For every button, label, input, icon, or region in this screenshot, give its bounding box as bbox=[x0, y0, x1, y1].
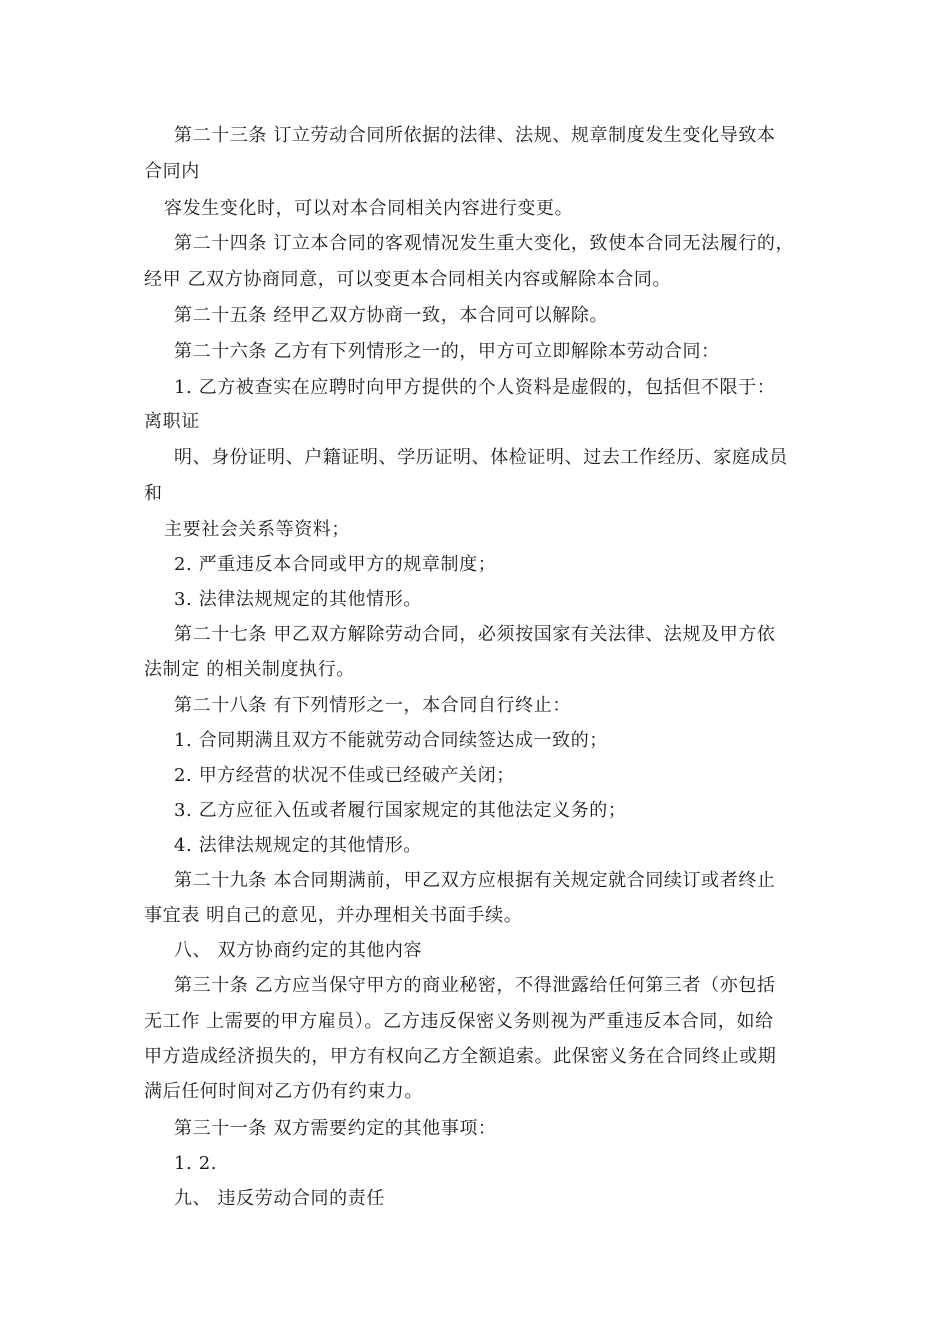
text-line: 明、身份证明、户籍证明、学历证明、体检证明、过去工作经历、家庭成员 bbox=[174, 447, 788, 468]
text-line: 第二十五条 经甲乙双方协商一致，本合同可以解除。 bbox=[174, 305, 609, 326]
section-heading: 九、 违反劳动合同的责任 bbox=[174, 1188, 385, 1209]
text-line: 第二十四条 订立本合同的客观情况发生重大变化，致使本合同无法履行的， bbox=[174, 233, 795, 254]
text-line: 主要社会关系等资料； bbox=[164, 519, 350, 540]
text-line: 离职证 bbox=[144, 411, 200, 432]
text-line: 容发生变化时，可以对本合同相关内容进行变更。 bbox=[164, 198, 574, 219]
text-line: 第二十六条 乙方有下列情形之一的，甲方可立即解除本劳动合同： bbox=[174, 341, 720, 362]
text-line: 4. 法律法规规定的其他情形。 bbox=[174, 835, 422, 856]
text-line: 2. 严重违反本合同或甲方的规章制度； bbox=[174, 554, 497, 575]
section-heading: 八、 双方协商约定的其他内容 bbox=[174, 940, 423, 961]
text-line: 1. 2. bbox=[174, 1153, 218, 1174]
text-line: 法制定 的相关制度执行。 bbox=[144, 659, 355, 680]
text-line: 无工作 上需要的甲方雇员）。乙方违反保密义务则视为严重违反本合同，如给 bbox=[144, 1011, 774, 1032]
text-line: 第二十九条 本合同期满前，甲乙双方应根据有关规定就合同续订或者终止 bbox=[174, 870, 776, 891]
text-line: 满后任何时间对乙方仍有约束力。 bbox=[144, 1081, 423, 1102]
text-line: 经甲 乙双方协商同意，可以变更本合同相关内容或解除本合同。 bbox=[144, 269, 672, 290]
text-line: 合同内 bbox=[144, 161, 200, 182]
text-line: 第三十一条 双方需要约定的其他事项： bbox=[174, 1118, 497, 1139]
text-line: 第二十八条 有下列情形之一，本合同自行终止： bbox=[174, 695, 571, 716]
text-line: 3. 乙方应征入伍或者履行国家规定的其他法定义务的； bbox=[174, 800, 627, 821]
text-line: 2. 甲方经营的状况不佳或已经破产关闭； bbox=[174, 765, 515, 786]
text-line: 1. 乙方被查实在应聘时向甲方提供的个人资料是虚假的，包括但不限于： bbox=[174, 377, 776, 398]
text-line: 事宜表 明自己的意见，并办理相关书面手续。 bbox=[144, 905, 523, 926]
text-line: 和 bbox=[144, 483, 163, 504]
text-line: 甲方造成经济损失的，甲方有权向乙方全额追索。此保密义务在合同终止或期 bbox=[144, 1046, 777, 1067]
text-line: 1. 合同期满且双方不能就劳动合同续签达成一致的； bbox=[174, 730, 608, 751]
text-line: 第三十条 乙方应当保守甲方的商业秘密，不得泄露给任何第三者（亦包括 bbox=[174, 975, 776, 996]
text-line: 第二十七条 甲乙双方解除劳动合同，必须按国家有关法律、法规及甲方依 bbox=[174, 624, 776, 645]
text-line: 3. 法律法规规定的其他情形。 bbox=[174, 589, 422, 610]
text-line: 第二十三条 订立劳动合同所依据的法律、法规、规章制度发生变化导致本 bbox=[174, 125, 776, 146]
